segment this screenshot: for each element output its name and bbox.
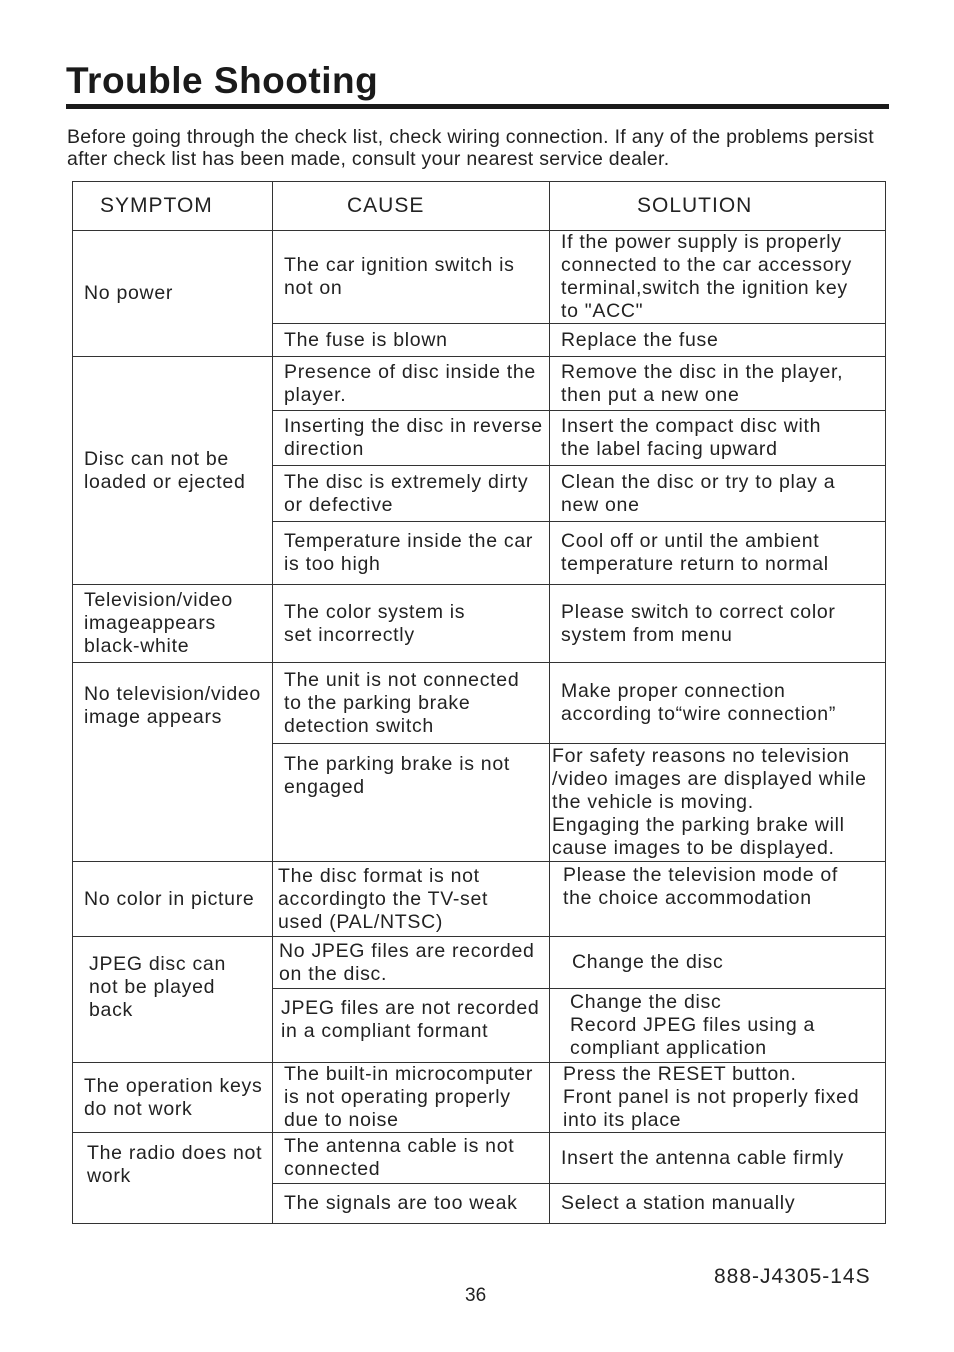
cause-cell: The fuse is blown xyxy=(273,324,550,357)
table-row xyxy=(73,357,886,411)
symptom-cell: Disc can not be loaded or ejected xyxy=(73,357,273,585)
cause-cell: The unit is not connected to the parking brake detection switch xyxy=(273,663,550,744)
cause-cell: The color system is set incorrectly xyxy=(273,585,550,663)
troubleshooting-table xyxy=(72,181,886,1224)
solution-cell: Change the disc xyxy=(550,937,886,989)
table-row xyxy=(73,231,886,324)
solution-cell: Please switch to correct color system from menu xyxy=(550,585,886,663)
solution-cell: Select a station manually xyxy=(550,1184,886,1224)
page-number: 36 xyxy=(465,1285,487,1306)
cause-cell: Temperature inside the car is too high xyxy=(273,522,550,585)
solution-cell: Change the disc Record JPEG files using a compliant application xyxy=(550,989,886,1063)
table-row xyxy=(73,937,886,989)
page-title: Trouble Shooting xyxy=(66,60,379,101)
table-header-row xyxy=(73,182,886,231)
solution-cell: Please the television mode of the choice accommodation xyxy=(550,862,886,937)
intro-text: Before going through the check list, check wiring connection. If any of the problems persist after check list has been made, consult your nearest service dealer. xyxy=(67,126,874,170)
header-cause: CAUSE xyxy=(273,182,550,231)
solution-cell: Clean the disc or try to play a new one xyxy=(550,466,886,522)
cause-cell: The disc format is not accordingto the TV-set used (PAL/NTSC) xyxy=(273,862,550,937)
cause-cell: The car ignition switch is not on xyxy=(273,231,550,324)
cause-cell: The antenna cable is not connected xyxy=(273,1133,550,1184)
cause-cell: JPEG files are not recorded in a compliant formant xyxy=(273,989,550,1063)
solution-cell: Insert the antenna cable firmly xyxy=(550,1133,886,1184)
cause-cell: The signals are too weak xyxy=(273,1184,550,1224)
solution-cell: Remove the disc in the player, then put a new one xyxy=(550,357,886,411)
solution-cell: If the power supply is properly connected to the car accessory terminal,switch the ignition key to "ACC" xyxy=(550,231,886,324)
table-row xyxy=(73,585,886,663)
cause-cell: The parking brake is not engaged xyxy=(273,744,550,862)
symptom-cell: No color in picture xyxy=(73,862,273,937)
symptom-cell: No television/video image appears xyxy=(73,663,273,862)
symptom-cell: Television/video imageappears black-white xyxy=(73,585,273,663)
solution-cell: Press the RESET button. Front panel is not properly fixed into its place xyxy=(550,1063,886,1133)
table-row xyxy=(73,1063,886,1133)
cause-cell: The disc is extremely dirty or defective xyxy=(273,466,550,522)
symptom-cell: No power xyxy=(73,231,273,357)
solution-cell: Cool off or until the ambient temperature return to normal xyxy=(550,522,886,585)
header-solution: SOLUTION xyxy=(550,182,886,231)
cause-cell: Presence of disc inside the player. xyxy=(273,357,550,411)
solution-cell: Make proper connection according to“wire connection” xyxy=(550,663,886,744)
table-row xyxy=(73,1133,886,1184)
cause-cell: No JPEG files are recorded on the disc. xyxy=(273,937,550,989)
table-row xyxy=(73,862,886,937)
header-symptom: SYMPTOM xyxy=(73,182,273,231)
cause-cell: Inserting the disc in reverse direction xyxy=(273,411,550,466)
symptom-cell: The radio does not work xyxy=(73,1133,273,1224)
symptom-cell: The operation keys do not work xyxy=(73,1063,273,1133)
title-underline xyxy=(66,104,889,109)
solution-cell: Replace the fuse xyxy=(550,324,886,357)
table-row xyxy=(73,663,886,744)
symptom-cell: JPEG disc can not be played back xyxy=(73,937,273,1063)
model-number: 888-J4305-14S xyxy=(714,1265,871,1288)
solution-cell: For safety reasons no television /video images are displayed while the vehicle is moving. Engaging the parking brake will cause images to be displayed. xyxy=(550,744,886,862)
solution-cell: Insert the compact disc with the label facing upward xyxy=(550,411,886,466)
cause-cell: The built-in microcomputer is not operating properly due to noise xyxy=(273,1063,550,1133)
